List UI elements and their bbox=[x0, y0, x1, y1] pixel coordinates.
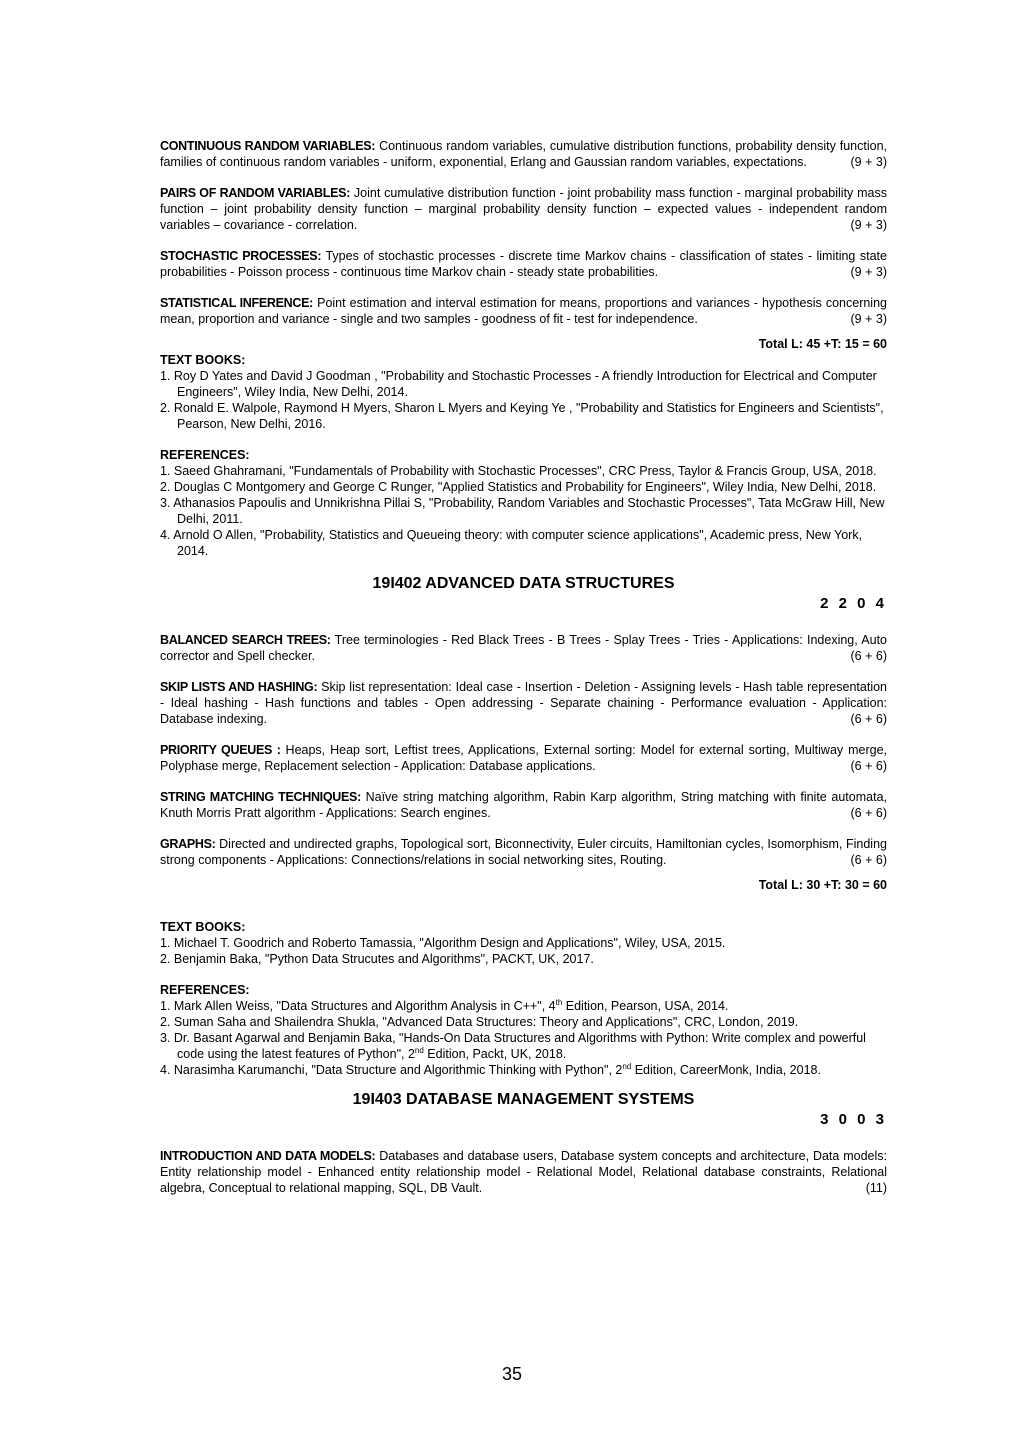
list-item: 2. Douglas C Montgomery and George C Runger, "Applied Statistics and Probability for Engineers", Wiley India, New Delhi, 2018. bbox=[160, 480, 877, 494]
list-item: 1. Roy D Yates and David J Goodman , "Probability and Stochastic Processes - A friendly Introduction for Electrical and Computer Engineers", Wiley India, New Delhi, 2014. bbox=[160, 369, 877, 399]
unit: STATISTICAL INFERENCE: Point estimation and interval estimation for means, proportions and variances - hypothesis concerning mean, proportion and variance - single and two samples - goodness of fit - test for independence. (9 + 3) bbox=[160, 296, 887, 326]
list-item: 3. Dr. Basant Agarwal and Benjamin Baka, "Hands-On Data Structures and Algorithms with Python: Write complex and powerful code using the latest features of Python", 2nd Edition, Packt, UK, 2018. bbox=[160, 1031, 866, 1061]
course-title: 19I403 DATABASE MANAGEMENT SYSTEMS bbox=[352, 1091, 695, 1108]
list-item: 2. Suman Saha and Shailendra Shukla, "Advanced Data Structures: Theory and Applications", CRC, London, 2019. bbox=[160, 1015, 799, 1029]
list-item: 2. Ronald E. Walpole, Raymond H Myers, Sharon L Myers and Keying Ye , "Probability and Statistics for Engineers and Scientists", Pearson, New Delhi, 2016. bbox=[160, 401, 884, 431]
unit: INTRODUCTION AND DATA MODELS: Databases and database users, Database system concepts and architecture, Data models: Entity relationship model - Enhanced entity relationship model - Relational Model, Relational database constraints, Relational algebra, Conceptual to relational mapping, SQL, DB Vault. (11) bbox=[160, 1149, 887, 1195]
list-item: 4. Narasimha Karumanchi, "Data Structure and Algorithmic Thinking with Python", 2nd Edition, CareerMonk, India, 2018. bbox=[160, 1061, 821, 1077]
total-hours: Total L: 30 +T: 30 = 60 bbox=[758, 878, 887, 892]
textbooks-list bbox=[160, 368, 887, 432]
course-credits: 3 0 0 3 bbox=[820, 1111, 887, 1128]
list-item: 1. Michael T. Goodrich and Roberto Tamassia, "Algorithm Design and Applications", Wiley, USA, 2015. bbox=[160, 936, 726, 950]
course-credits: 2 2 0 4 bbox=[820, 595, 887, 612]
unit: PRIORITY QUEUES : Heaps, Heap sort, Leftist trees, Applications, External sorting: Model for external sorting, Multiway merge, Polyphase merge, Replacement selection - Application: Database applications. (6 + 6) bbox=[160, 743, 888, 773]
unit: GRAPHS: Directed and undirected graphs, Topological sort, Biconnectivity, Euler circuits, Hamiltonian cycles, Isomorphism, Finding strong components - Applications: Connections/relations in social networking sites, Routing. (6 + 6) bbox=[160, 837, 887, 867]
list-item: 1. Saeed Ghahramani, "Fundamentals of Probability with Stochastic Processes", CRC Press, Taylor & Francis Group, USA, 2018. bbox=[160, 464, 877, 478]
unit: BALANCED SEARCH TREES: Tree terminologies - Red Black Trees - B Trees - Splay Trees - Tries - Applications: Indexing, Auto corrector and Spell checker. (6 + 6) bbox=[160, 633, 887, 663]
page-number: 35 bbox=[501, 1364, 523, 1384]
list-item: 3. Athanasios Papoulis and Unnikrishna Pillai S, "Probability, Random Variables and Stochastic Processes", Tata McGraw Hill, New Delhi, 2011. bbox=[160, 496, 885, 526]
course-title: 19I402 ADVANCED DATA STRUCTURES bbox=[372, 575, 675, 592]
references-heading: REFERENCES: bbox=[160, 448, 250, 462]
list-item: 2. Benjamin Baka, "Python Data Strucutes and Algorithms", PACKT, UK, 2017. bbox=[160, 952, 594, 966]
references-list bbox=[160, 998, 887, 1078]
unit: STOCHASTIC PROCESSES: Types of stochastic processes - discrete time Markov chains - classification of states - limiting state probabilities - Poisson process - continuous time Markov chain - steady state probabilities. (9 + 3) bbox=[160, 249, 887, 279]
textbooks-heading: TEXT BOOKS: bbox=[160, 353, 246, 367]
unit: STRING MATCHING TECHNIQUES: Naïve string matching algorithm, Rabin Karp algorithm, String matching with finite automata, Knuth Morris Pratt algorithm - Applications: Search engines. (6 + 6) bbox=[160, 790, 887, 820]
references-list bbox=[160, 463, 887, 559]
total-hours: Total L: 45 +T: 15 = 60 bbox=[758, 337, 887, 351]
textbooks-list bbox=[160, 935, 887, 967]
unit: PAIRS OF RANDOM VARIABLES: Joint cumulative distribution function - joint probability mass function - marginal probability mass function – joint probability density function – marginal probability density function – expected values - independent random variables – covariance - correlation. (9 + 3) bbox=[160, 186, 887, 232]
unit: CONTINUOUS RANDOM VARIABLES: Continuous random variables, cumulative distribution functions, probability density function, families of continuous random variables - uniform, exponential, Erlang and Gaussian random variables, expectations. (9 + 3) bbox=[160, 139, 888, 169]
textbooks-heading: TEXT BOOKS: bbox=[160, 920, 246, 934]
list-item: 4. Arnold O Allen, "Probability, Statistics and Queueing theory: with computer science applications", Academic press, New York, 2014. bbox=[160, 528, 863, 558]
list-item: 1. Mark Allen Weiss, "Data Structures and Algorithm Analysis in C++", 4th Edition, Pearson, USA, 2014. bbox=[160, 997, 729, 1013]
unit: SKIP LISTS AND HASHING: Skip list representation: Ideal case - Insertion - Deletion - Assigning levels - Hash table representation - Ideal hashing - Hash functions and tables - Open addressing - Separate chaining - Performance evaluation - Application: Database indexing. (6 + 6) bbox=[160, 680, 887, 726]
references-heading: REFERENCES: bbox=[160, 983, 250, 997]
document-body bbox=[160, 138, 887, 1211]
